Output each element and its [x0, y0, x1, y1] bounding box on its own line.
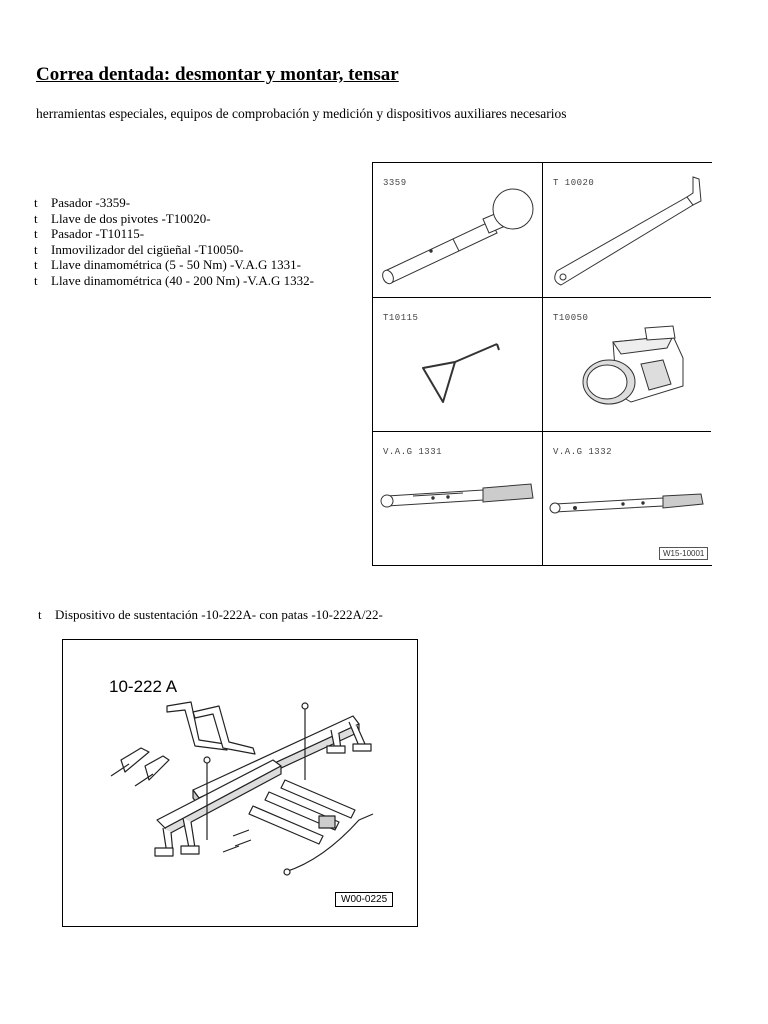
pivot-wrench-icon [543, 163, 712, 297]
pin-tool-icon [373, 163, 542, 297]
list-item [34, 226, 314, 242]
tool-cell-vag1332 [543, 432, 712, 565]
list-item [34, 257, 314, 273]
tool-cell-label: V.A.G 1331 [383, 447, 443, 457]
tool-image-grid [372, 162, 712, 566]
tool-cell-label: T10115 [383, 313, 419, 323]
tool-cell-t10115 [373, 298, 542, 431]
list-item [34, 195, 314, 211]
tool-cell-label: V.A.G 1332 [553, 447, 613, 457]
tool-cell-t10020 [543, 163, 712, 297]
torque-wrench-large-icon [543, 432, 712, 565]
bullet-marker: t [38, 607, 42, 622]
tool-cell-label: T 10020 [553, 178, 595, 188]
tool-name: Llave de dos pivotes -T10020- [51, 210, 211, 226]
list-item [34, 273, 314, 289]
tool-name: Llave dinamométrica (40 - 200 Nm) -V.A.G 1332- [51, 272, 314, 288]
support-device-text: Dispositivo de sustentación -10-222A- con patas -10-222A/22- [55, 607, 383, 622]
fixture-label: 10-222 A [109, 677, 178, 696]
triangle-pin-icon [373, 298, 542, 431]
bullet-marker: t [34, 195, 38, 210]
tool-grid-code: W15-10001 [659, 547, 708, 560]
tool-cell-vag1331 [373, 432, 542, 565]
tool-name: Llave dinamométrica (5 - 50 Nm) -V.A.G 1331- [51, 257, 301, 272]
tool-name: Pasador -3359- [51, 195, 131, 210]
list-item [34, 211, 314, 227]
bullet-marker: t [34, 241, 38, 257]
torque-wrench-small-icon [373, 432, 542, 565]
list-item [34, 242, 314, 258]
tool-name: Inmovilizador del cigüeñal -T10050- [51, 241, 244, 257]
tool-name: Pasador -T10115- [51, 226, 145, 241]
fixture-code: W00-0225 [335, 892, 393, 907]
page-subtitle: herramientas especiales, equipos de comprobación y medición y dispositivos auxiliares necesarios [36, 106, 567, 121]
support-device-item [38, 607, 383, 623]
bullet-marker: t [34, 226, 38, 241]
crankshaft-lock-icon [543, 298, 712, 431]
page-title: Correa dentada: desmontar y montar, tensar [36, 64, 399, 85]
bullet-marker: t [34, 272, 38, 288]
bullet-marker: t [34, 257, 38, 272]
tool-cell-t10050 [543, 298, 712, 431]
tool-list [34, 195, 314, 288]
tool-cell-3359 [373, 163, 542, 297]
support-fixture-figure [62, 639, 418, 927]
tool-cell-label: T10050 [553, 313, 589, 323]
bullet-marker: t [34, 210, 38, 226]
tool-cell-label: 3359 [383, 178, 407, 188]
